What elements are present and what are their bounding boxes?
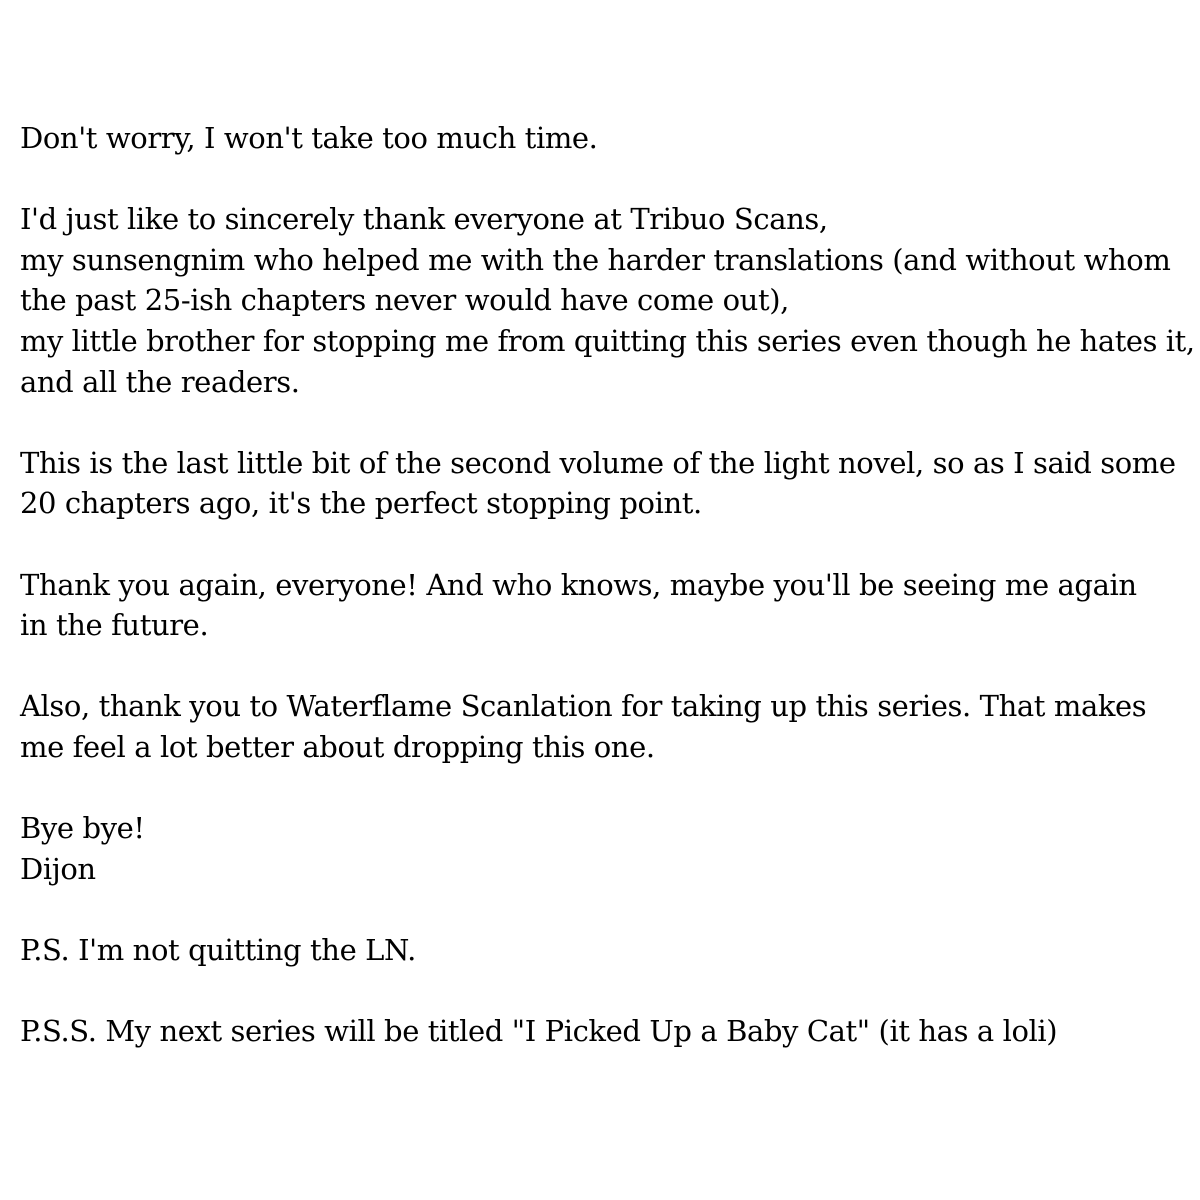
text-line: me feel a lot better about dropping this one. — [20, 729, 655, 764]
text-line: Thank you again, everyone! And who knows, maybe you'll be seeing me again — [20, 567, 1137, 602]
paragraph-pss — [20, 1011, 1195, 1052]
text-line: Also, thank you to Waterflame Scanlation for taking up this series. That makes — [20, 689, 1147, 724]
text-line: I'd just like to sincerely thank everyone at Tribuo Scans, — [20, 202, 828, 237]
paragraph-thanks — [20, 199, 1195, 402]
text-line: my sunsengnim who helped me with the harder translations (and without whom — [20, 242, 1171, 277]
paragraph-signoff — [20, 808, 1195, 889]
paragraph-gap — [20, 402, 1195, 443]
text-line: P.S.S. My next series will be titled "I Picked Up a Baby Cat" (it has a loli) — [20, 1014, 1058, 1049]
paragraph-intro — [20, 118, 1195, 159]
paragraph-gap — [20, 768, 1195, 809]
text-line: in the future. — [20, 608, 209, 643]
paragraph-gap — [20, 970, 1195, 1011]
paragraph-gap — [20, 159, 1195, 200]
paragraph-waterflame — [20, 686, 1195, 767]
text-line: and all the readers. — [20, 364, 300, 399]
translator-note — [20, 118, 1195, 1052]
signature-name: Dijon — [20, 851, 96, 886]
text-line: Don't worry, I won't take too much time. — [20, 121, 598, 155]
text-line: my little brother for stopping me from quitting this series even though he hates it, — [20, 323, 1195, 358]
paragraph-gap — [20, 889, 1195, 930]
text-line: This is the last little bit of the second volume of the light novel, so as I said some — [20, 445, 1176, 480]
paragraph-gap — [20, 524, 1195, 565]
text-line: the past 25-ish chapters never would have come out), — [20, 283, 789, 318]
text-line: P.S. I'm not quitting the LN. — [20, 932, 416, 967]
paragraph-stopping-point — [20, 443, 1195, 524]
paragraph-thank-you-again — [20, 565, 1195, 646]
text-line: Bye bye! — [20, 811, 145, 846]
paragraph-ps — [20, 930, 1195, 971]
paragraph-gap — [20, 646, 1195, 687]
text-line: 20 chapters ago, it's the perfect stopping point. — [20, 486, 702, 521]
